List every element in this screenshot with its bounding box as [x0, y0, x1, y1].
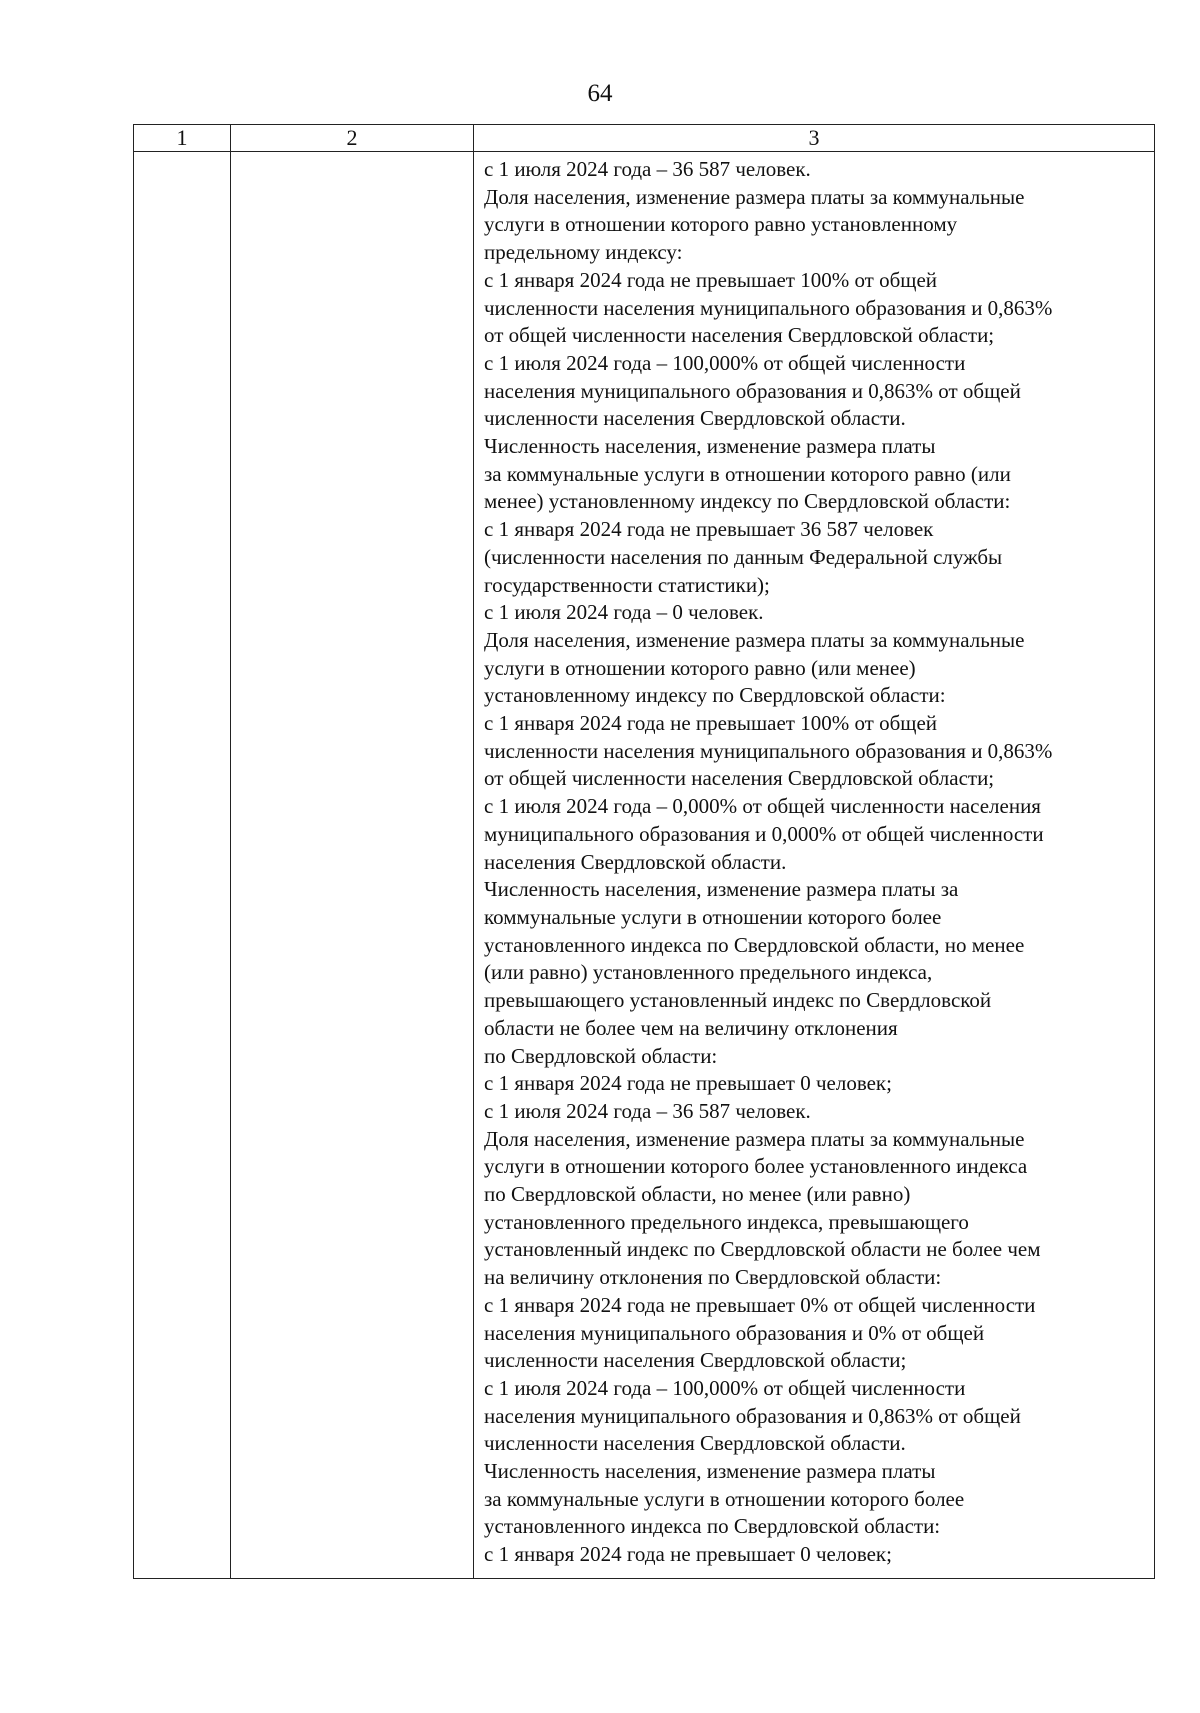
page-number: 64 [587, 80, 613, 107]
text-line: Численность населения, изменение размера платы [484, 1459, 936, 1484]
text-line: предельному индексу: [484, 240, 683, 265]
column-header-2: 2 [231, 125, 474, 152]
text-line: (численности населения по данным Федеральной службы [484, 544, 1003, 569]
text-line: с 1 января 2024 года не превышает 0 человек; [484, 1071, 892, 1096]
text-line: установленного предельного индекса, превышающего [484, 1209, 969, 1234]
text-line: (или равно) установленного предельного индекса, [484, 960, 933, 985]
text-line: с 1 января 2024 года не превышает 100% от общей [484, 711, 938, 736]
text-line: Численность населения, изменение размера платы за [484, 877, 959, 902]
text-line: превышающего установленный индекс по Свердловской [484, 988, 992, 1013]
text-line: установленного индекса по Свердловской области, но менее [484, 932, 1025, 957]
text-line: Доля населения, изменение размера платы за коммунальные [484, 184, 1025, 209]
text-line: численности населения муниципального образования и 0,863% [484, 295, 1053, 320]
text-line: Численность населения, изменение размера платы [484, 434, 936, 459]
text-line: менее) установленному индексу по Свердловской области: [484, 489, 1011, 514]
text-line: численности населения Свердловской области; [484, 1348, 907, 1373]
text-line: Доля населения, изменение размера платы за коммунальные [484, 627, 1025, 652]
text-line: области не более чем на величину отклонения [484, 1015, 898, 1040]
text-line: численности населения Свердловской области. [484, 406, 906, 431]
text-line: услуги в отношении которого равно (или менее) [484, 655, 916, 680]
text-line: Доля населения, изменение размера платы за коммунальные [484, 1126, 1025, 1151]
text-line: по Свердловской области, но менее (или равно) [484, 1182, 911, 1207]
table-row [134, 152, 1155, 1579]
text-line: с 1 июля 2024 года – 36 587 человек. [484, 157, 811, 181]
text-line: на величину отклонения по Свердловской области: [484, 1265, 942, 1290]
cell-column-1 [134, 152, 231, 1579]
text-line: коммунальные услуги в отношении которого более [484, 904, 942, 929]
text-line: с 1 июля 2024 года – 36 587 человек. [484, 1098, 811, 1123]
text-line: государственности статистики); [484, 572, 770, 597]
text-line: с 1 июля 2024 года – 100,000% от общей численности [484, 1375, 966, 1400]
text-line: с 1 января 2024 года не превышает 0 человек; [484, 1542, 892, 1567]
text-line: от общей численности населения Свердловской области; [484, 323, 995, 348]
text-line: услуги в отношении которого равно установленному [484, 212, 958, 237]
text-line: установленному индексу по Свердловской области: [484, 683, 946, 708]
column-header-3: 3 [474, 125, 1155, 152]
cell-column-2 [231, 152, 474, 1579]
text-line: численности населения Свердловской области. [484, 1431, 906, 1456]
text-line: установленный индекс по Свердловской области не более чем [484, 1237, 1041, 1262]
column-3-text [474, 152, 1154, 1569]
text-line: по Свердловской области: [484, 1043, 718, 1068]
text-line: с 1 января 2024 года не превышает 36 587 человек [484, 517, 934, 542]
text-line: услуги в отношении которого более установленного индекса [484, 1154, 1028, 1179]
text-line: от общей численности населения Свердловской области; [484, 766, 995, 791]
text-line: с 1 июля 2024 года – 0,000% от общей численности населения [484, 794, 1041, 819]
column-header-1: 1 [134, 125, 231, 152]
text-line: с 1 июля 2024 года – 100,000% от общей численности [484, 350, 966, 375]
document-table [133, 124, 1155, 1579]
text-line: с 1 января 2024 года не превышает 0% от общей численности [484, 1292, 1036, 1317]
text-line: за коммунальные услуги в отношении которого равно (или [484, 461, 1011, 486]
text-line: численности населения муниципального образования и 0,863% [484, 738, 1053, 763]
cell-column-3 [474, 152, 1155, 1579]
text-line: населения муниципального образования и 0,863% от общей [484, 378, 1021, 403]
text-line: муниципального образования и 0,000% от общей численности [484, 821, 1044, 846]
text-line: установленного индекса по Свердловской области: [484, 1514, 941, 1539]
text-line: населения муниципального образования и 0,863% от общей [484, 1403, 1021, 1428]
text-line: за коммунальные услуги в отношении которого более [484, 1486, 965, 1511]
text-line: с 1 июля 2024 года – 0 человек. [484, 600, 764, 625]
text-line: населения муниципального образования и 0% от общей [484, 1320, 985, 1345]
text-line: населения Свердловской области. [484, 849, 787, 874]
text-line: с 1 января 2024 года не превышает 100% от общей [484, 267, 938, 292]
table-header-row [134, 125, 1155, 152]
